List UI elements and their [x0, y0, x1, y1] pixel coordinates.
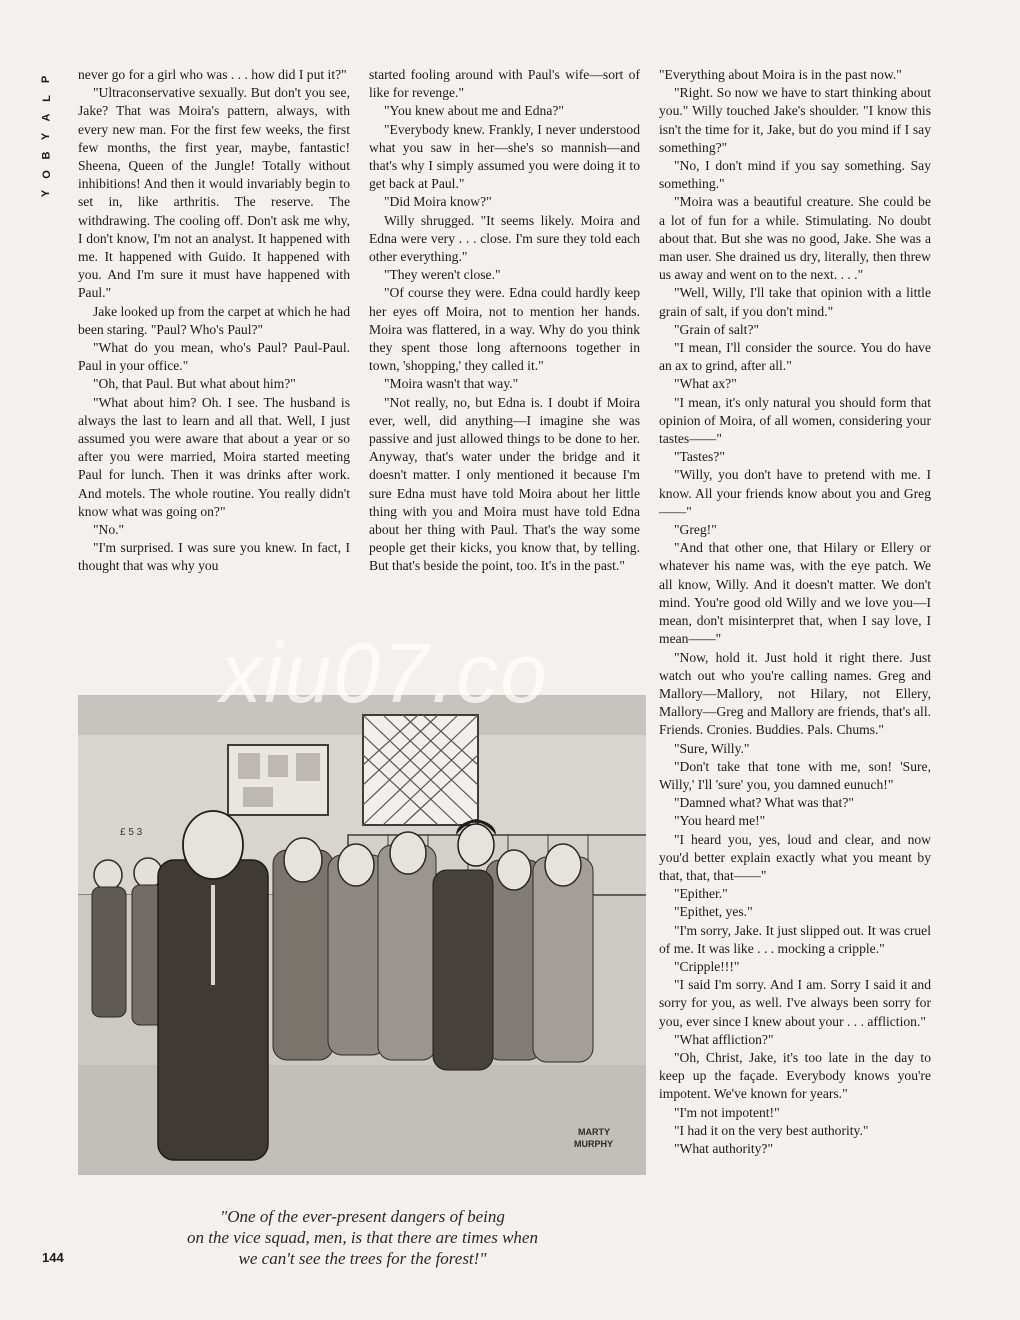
paragraph: "I had it on the very best authority." — [673, 1122, 869, 1138]
wall-sign: £ 5 3 — [120, 827, 143, 838]
caption-line: we can't see the trees for the forest!" — [238, 1249, 487, 1268]
paragraph: "I said I'm sorry. And I am. Sorry I said it and sorry for you, as well. I've always been sorry for you, ever since I knew about your . . . affliction." — [659, 977, 931, 1029]
paragraph: "Cripple!!!" — [673, 958, 740, 974]
paragraph: "Did Moira know?" — [383, 194, 492, 210]
paragraph: "Oh, Christ, Jake, it's too late in the day to keep up the façade. Everybody knows you're impotent. We've known for years." — [659, 1049, 931, 1102]
paragraph: "I heard you, yes, loud and clear, and now you'd better explain exactly what you meant by that, that, that——" — [659, 831, 931, 883]
paragraph: "Everybody knew. Frankly, I never understood what you saw in her—she's so mannish—and that's why I simply assumed you were doing it to get back at Paul." — [369, 121, 640, 192]
label-letter: L — [40, 95, 53, 102]
playboy-vertical-label — [36, 70, 58, 203]
paragraph: Willy shrugged. "It seems likely. Moira and Edna were very . . . close. I'm sure they told each other everything." — [369, 212, 640, 265]
label-letter: Y — [40, 189, 53, 198]
page-number: 144 — [42, 1250, 64, 1265]
label-letter: P — [40, 75, 53, 84]
paragraph: "Don't take that tone with me, son! 'Sure, Willy,' I'll 'sure' you, you damned eunuch!" — [659, 758, 931, 792]
cartoon-illustration — [78, 695, 646, 1175]
paragraph: "Of course they were. Edna could hardly keep her eyes off Moira, not to mention her hands. Moira was flattered, in a way. Why do you think they spent those long afternoons together in town, 'shopping,' they called it." — [369, 285, 640, 374]
paragraph: "Epither." — [673, 886, 728, 902]
paragraph: "Everything about Moira is in the past now." — [659, 67, 902, 82]
signature-line2: MURPHY — [574, 1139, 614, 1149]
paragraph: "Oh, that Paul. But what about him?" — [92, 376, 296, 392]
paragraph: "What about him? Oh. I see. The husband is always the last to learn and all that. Well, I just assumed you were aware that about a year or so after you were married, Moira started meeting Paul for lunch. Then it was drinks after work. And motels. The whole routine. You really didn't know what was going on?" — [78, 394, 350, 519]
paragraph: "Well, Willy, I'll take that opinion with a little grain of salt, if you don't mind." — [659, 285, 931, 319]
paragraph: Jake looked up from the carpet at which he had been staring. "Paul? Who's Paul?" — [78, 303, 351, 337]
paragraph: "No, I don't mind if you say something. Say something." — [659, 158, 931, 192]
text-column-2 — [369, 66, 640, 576]
label-letter: Y — [40, 132, 53, 141]
text-column-3 — [659, 66, 931, 1158]
paragraph: "And that other one, that Hilary or Ellery or whatever his name was, with the eye patch. We all know, Willy. And it doesn't matter. We don't mind. You're good old Willy and we love you—I mean, don't misinterpret that, when I say love, I mean——" — [659, 540, 931, 647]
paragraph: "No." — [92, 522, 125, 538]
paragraph: "Tastes?" — [673, 449, 725, 465]
signature-line1: MARTY — [578, 1127, 610, 1137]
sergeant-figure — [158, 811, 268, 1160]
paragraph: "I'm sorry, Jake. It just slipped out. It was cruel of me. It was like . . . mocking a cripple." — [659, 922, 931, 956]
paragraph: "Willy, you don't have to pretend with me. I know. All your friends know about you and Greg——" — [659, 467, 931, 519]
paragraph: "You knew about me and Edna?" — [383, 103, 564, 119]
bulletin-board — [228, 745, 328, 815]
paragraph: "Now, hold it. Just hold it right there. Just watch out who you're calling names. Greg and Mallory—Mallory, not Hilary, not Ellery, Mallory—Greg and Mallory are friends, that's all. Friends. Cronies. Buddies. Pals. Chums." — [659, 649, 931, 738]
text-column-1 — [78, 66, 350, 576]
label-letter: A — [40, 113, 53, 122]
paragraph: "Greg!" — [673, 522, 717, 538]
paragraph: "They weren't close." — [383, 267, 501, 283]
paragraph: "I mean, it's only natural you should form that opinion of Moira, of all women, considering your tastes——" — [659, 394, 931, 447]
paragraph: "Not really, no, but Edna is. I doubt if Moira ever, well, did anything—I imagine she was passive and just allowed things to be done to her. Anyway, that's water under the bridge and it doesn't matter. I only mentioned it because I'm sure Edna must have told Moira about her little thing with you and Moira must have told Edna about her thing with Paul. That's the way some people get their kicks, you know that, by telling. But that's beside the point, too. It's in the past." — [369, 394, 640, 574]
label-letter: B — [40, 151, 53, 160]
paragraph: "You heard me!" — [673, 813, 766, 829]
paragraph: "Sure, Willy." — [673, 740, 750, 756]
watermark-text: xiu07.co — [220, 626, 549, 720]
paragraph: "What authority?" — [673, 1140, 773, 1156]
paragraph: never go for a girl who was . . . how did I put it?" — [78, 67, 347, 82]
paragraph: "Epithet, yes." — [673, 904, 753, 920]
paragraph: "Ultraconservative sexually. But don't you see, Jake? That was Moira's pattern, always, with every new man. For the first few weeks, the first few months, the first year, maybe, fantastic! Sheena, Queen of the Jungle! Totally without inhibitions! And then it would invariably begin to set in, like arthritis. The reserve. The withdrawing. The cooling off. Don't ask me why, I don't know, I'm not an analyst. It happened with me. It happened with Guido. It happened with you. And I'm sure it must have happened with Paul." — [78, 85, 350, 301]
paragraph: "What affliction?" — [673, 1031, 774, 1047]
paragraph: started fooling around with Paul's wife—sort of like for revenge." — [369, 67, 640, 101]
paragraph: "I'm surprised. I was sure you knew. In fact, I thought that was why you — [78, 540, 350, 574]
label-letter: O — [40, 170, 53, 179]
paragraph: "Damned what? What was that?" — [673, 795, 854, 811]
paragraph: "What do you mean, who's Paul? Paul-Paul. Paul in your office." — [78, 340, 350, 374]
window-grille — [363, 715, 478, 825]
paragraph: "Moira wasn't that way." — [383, 376, 519, 392]
cartoon-caption — [90, 1206, 635, 1269]
paragraph: "Moira was a beautiful creature. She could be a lot of fun for a while. Stimulating. No doubt about that. But she was no good, Jake. She was a man user. She drained us dry, literally, then threw us away and went on to the next. . . ." — [659, 194, 931, 283]
caption-line: "One of the ever-present dangers of being — [220, 1207, 505, 1226]
paragraph: "I mean, I'll consider the source. You do have an ax to grind, after all." — [659, 340, 931, 374]
paragraph: "Grain of salt?" — [673, 321, 760, 337]
caption-line: on the vice squad, men, is that there are times when — [187, 1228, 538, 1247]
paragraph: "What ax?" — [673, 376, 737, 392]
paragraph: "Right. So now we have to start thinking about you." Willy touched Jake's shoulder. "I know this isn't the time for it, Jake, but do you mind if I say something?" — [659, 85, 931, 155]
paragraph: "I'm not impotent!" — [673, 1104, 780, 1120]
